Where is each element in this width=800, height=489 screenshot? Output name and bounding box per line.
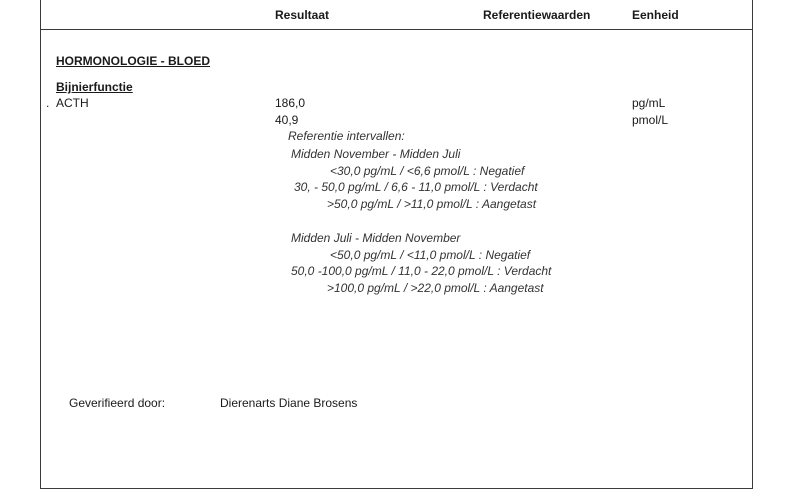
result-column-header: Resultaat [275,8,330,22]
section-title: HORMONOLOGIE - BLOED [56,54,210,68]
verified-by-label: Geverifieerd door: [69,396,166,410]
period-1-suspect: 30, - 50,0 pg/mL / 6,6 - 11,0 pmol/L : Verdacht [294,180,538,194]
reference-heading: Referentie intervallen: [288,129,405,143]
test-name: ACTH [56,96,89,110]
header-divider [40,29,753,30]
result-value-pg: 186,0 [275,96,306,110]
period-2-label: Midden Juli - Midden November [291,231,461,245]
period-2-negative: <50,0 pg/mL / <11,0 pmol/L : Negatief [330,248,531,262]
verified-by-name: Dierenarts Diane Brosens [220,396,358,410]
row-marker: . [46,96,50,110]
period-2-suspect: 50,0 -100,0 pg/mL / 11,0 - 22,0 pmol/L : Verdacht [291,264,552,278]
section-subtitle: Bijnierfunctie [56,80,133,94]
unit-column-header: Eenheid [632,8,679,22]
result-unit-pmol: pmol/L [632,113,669,127]
period-1-label: Midden November - Midden Juli [291,147,461,161]
result-value-pmol: 40,9 [275,113,299,127]
reference-column-header: Referentiewaarden [483,8,591,22]
period-2-affected: >100,0 pg/mL / >22,0 pmol/L : Aangetast [327,281,544,295]
period-1-negative: <30,0 pg/mL / <6,6 pmol/L : Negatief [330,164,525,178]
result-unit-pg: pg/mL [632,96,666,110]
period-1-affected: >50,0 pg/mL / >11,0 pmol/L : Aangetast [327,197,537,211]
